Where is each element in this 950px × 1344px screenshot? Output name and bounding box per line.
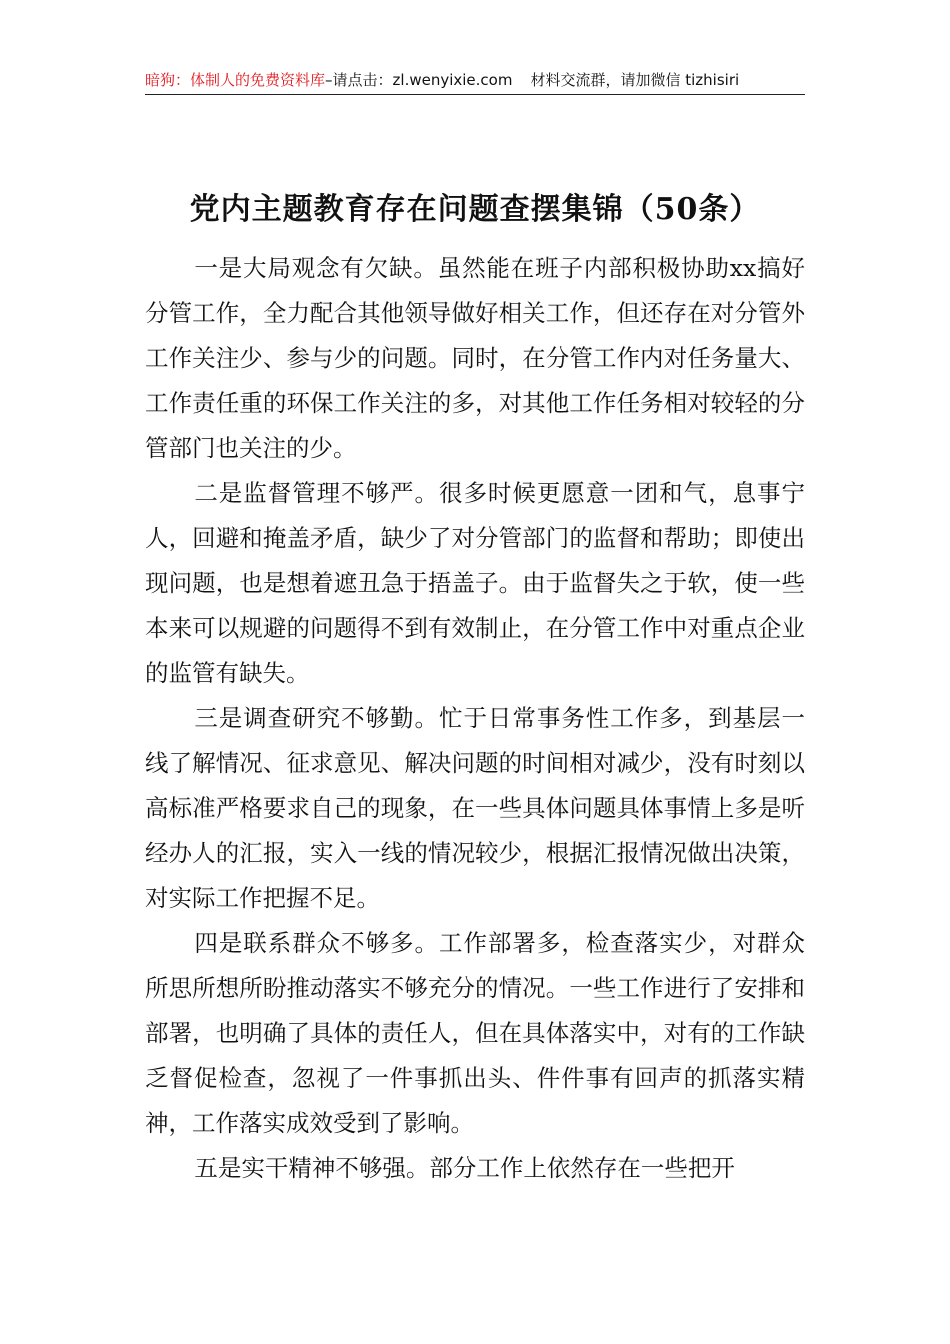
- paragraph-5: 五是实干精神不够强。部分工作上依然存在一些把开: [194, 1154, 735, 1182]
- page-header: [145, 66, 805, 94]
- header-prompt: –请点击：: [325, 71, 393, 89]
- header-url[interactable]: zl.wenyixie.com: [392, 71, 513, 89]
- header-wechat-note: 材料交流群，请加微信 tizhisiri: [530, 71, 740, 89]
- header-brand: 暗狗：体制人的免费资料库: [145, 71, 326, 89]
- header-divider: [145, 94, 805, 95]
- paragraph-3: 三是调查研究不够勤。忙于日常事务性工作多，到基层一线了解情况、征求意见、解决问题的时间相对减少，没有时刻以高标准严格要求自己的现象，在一些具体问题具体事情上多是听经办人的汇报，实入一线的情况较少，根据汇报情况做出决策，对实际工作把握不足。: [145, 704, 805, 912]
- paragraph-2: 二是监督管理不够严。很多时候更愿意一团和气，息事宁人，回避和掩盖矛盾，缺少了对分管部门的监督和帮助；即使出现问题，也是想着遮丑急于捂盖子。由于监督失之于软，使一些本来可以规避的问题得不到有效制止，在分管工作中对重点企业的监管有缺失。: [145, 479, 805, 687]
- document-body: [145, 246, 805, 1191]
- document-title: 党内主题教育存在问题查摆集锦（50条）: [189, 192, 761, 228]
- paragraph-1: 一是大局观念有欠缺。虽然能在班子内部积极协助xx搞好分管工作，全力配合其他领导做好相关工作，但还存在对分管外工作关注少、参与少的问题。同时，在分管工作内对任务量大、工作责任重的环保工作关注的多，对其他工作任务相对较轻的分管部门也关注的少。: [145, 254, 805, 462]
- paragraph-4: 四是联系群众不够多。工作部署多，检查落实少，对群众所思所想所盼推动落实不够充分的情况。一些工作进行了安排和部署，也明确了具体的责任人，但在具体落实中，对有的工作缺乏督促检查，忽视了一件事抓出头、件件事有回声的抓落实精神，工作落实成效受到了影响。: [145, 929, 805, 1137]
